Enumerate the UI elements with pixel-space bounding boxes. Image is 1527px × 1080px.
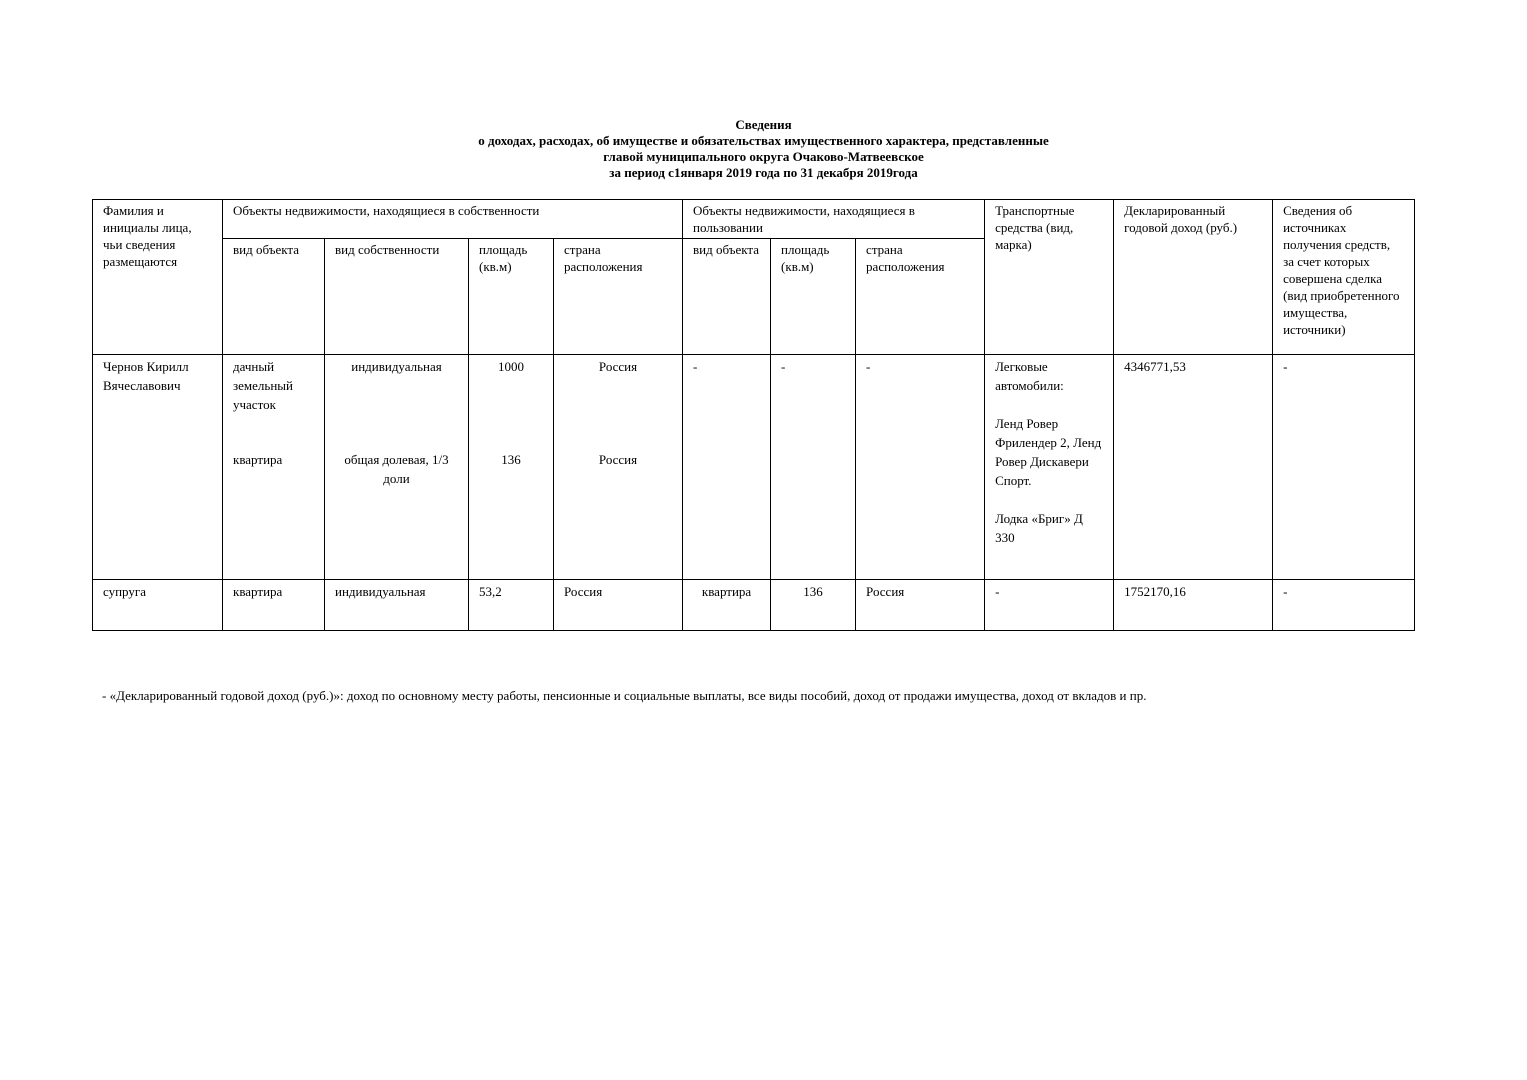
transport-cars: Ленд Ровер Фрилендер 2, Ленд Ровер Дискавери Спорт. <box>995 416 1102 488</box>
used-area-cell: - <box>771 355 856 580</box>
person-name: супруга <box>93 580 223 631</box>
owned-type: квартира <box>233 452 283 467</box>
sources-cell: - <box>1273 355 1415 580</box>
transport-cell <box>985 355 1114 580</box>
owned-type-cell <box>223 355 325 580</box>
owned-country: Россия <box>598 452 638 467</box>
header-used-area: площадь (кв.м) <box>771 239 856 355</box>
header-owned-ownership: вид собственности <box>325 239 469 355</box>
owned-ownership: индивидуальная <box>351 359 442 374</box>
header-used-type: вид объекта <box>683 239 771 355</box>
table-row <box>93 580 1415 631</box>
owned-type: дачный земельный участок <box>233 359 293 412</box>
used-country-cell: - <box>856 355 985 580</box>
owned-area: 1000 <box>498 359 524 374</box>
owned-country-cell <box>554 355 683 580</box>
income-cell: 1752170,16 <box>1114 580 1273 631</box>
transport-cell: - <box>985 580 1114 631</box>
used-type-cell: квартира <box>683 580 771 631</box>
header-sources: Сведения об источниках получения средств, за счет которых совершена сделка (вид приобретенного имущества, источники) <box>1273 200 1415 355</box>
owned-ownership: общая долевая, 1/3 доли <box>344 452 449 486</box>
header-owned-type: вид объекта <box>223 239 325 355</box>
header-owned-area: площадь (кв.м) <box>469 239 554 355</box>
header-used-group: Объекты недвижимости, находящиеся в пользовании <box>683 200 985 239</box>
owned-area: 136 <box>501 452 521 467</box>
header-income: Декларированный годовой доход (руб.) <box>1114 200 1273 355</box>
owned-ownership-cell: индивидуальная <box>325 580 469 631</box>
owned-area-cell: 53,2 <box>469 580 554 631</box>
title-line-3: главой муниципального округа Очаково-Матвеевское <box>603 149 924 164</box>
transport-boat: Лодка «Бриг» Д 330 <box>995 511 1083 545</box>
header-owned-country: страна расположения <box>554 239 683 355</box>
header-person: Фамилия и инициалы лица, чьи сведения размещаются <box>93 200 223 355</box>
owned-type-cell: квартира <box>223 580 325 631</box>
header-row-1 <box>93 200 1415 239</box>
used-type-cell: - <box>683 355 771 580</box>
owned-country: Россия <box>598 359 638 374</box>
used-area-cell: 136 <box>771 580 856 631</box>
owned-ownership-cell <box>325 355 469 580</box>
header-owned-group: Объекты недвижимости, находящиеся в собственности <box>223 200 683 239</box>
title-line-2: о доходах, расходах, об имуществе и обязательствах имущественного характера, представленные <box>478 133 1049 148</box>
header-transport: Транспортные средства (вид, марка) <box>985 200 1114 355</box>
person-name: Чернов Кирилл Вячеславович <box>93 355 223 580</box>
title-line-4: за период с1января 2019 года по 31 декабря 2019года <box>609 165 918 180</box>
document-title <box>0 117 1527 181</box>
table-row <box>93 355 1415 580</box>
footnote: - «Декларированный годовой доход (руб.)»: доход по основному месту работы, пенсионные и социальные выплаты, все виды пособий, доход от продажи имущества, доход от вкладов и пр. <box>102 688 1147 703</box>
used-country-cell: Россия <box>856 580 985 631</box>
declaration-table <box>92 199 1415 631</box>
title-line-1: Сведения <box>735 117 792 132</box>
header-used-country: страна расположения <box>856 239 985 355</box>
owned-area-cell <box>469 355 554 580</box>
sources-cell: - <box>1273 580 1415 631</box>
transport-category: Легковые автомобили: <box>995 359 1064 393</box>
owned-country-cell: Россия <box>554 580 683 631</box>
income-cell: 4346771,53 <box>1114 355 1273 580</box>
